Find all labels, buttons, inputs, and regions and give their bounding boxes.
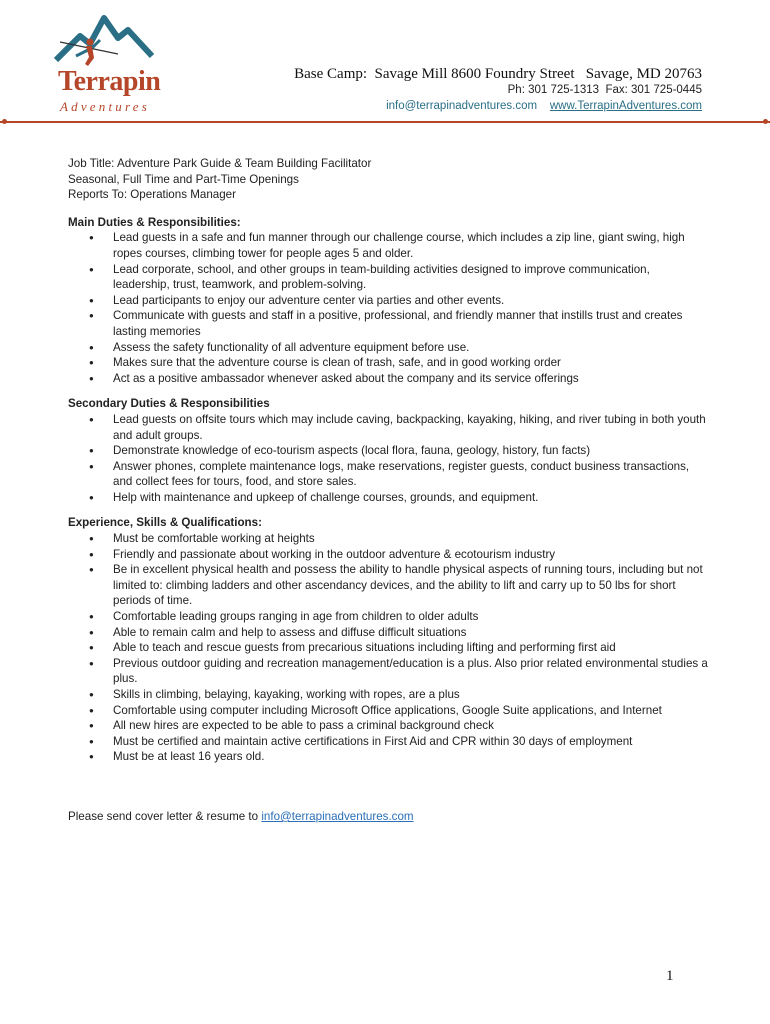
list-item: ● Friendly and passionate about working in the outdoor adventure & ecotourism industry bbox=[113, 547, 708, 563]
header-address: Base Camp: Savage Mill 8600 Foundry Street Savage, MD 20763 bbox=[294, 66, 702, 82]
qualifications-list bbox=[68, 531, 708, 765]
divider-end-left bbox=[2, 119, 7, 124]
spacer bbox=[68, 505, 708, 515]
header-email-link[interactable]: info@terrapinadventures.com bbox=[386, 100, 538, 112]
main-duties-list bbox=[68, 230, 708, 386]
list-item: ● Lead corporate, school, and other groups in team-building activities designed to improve communication, leadership, trust, teamwork, and problem-solving. bbox=[113, 262, 708, 293]
section-title-main-duties: Main Duties & Responsibilities: bbox=[68, 215, 241, 229]
spacer bbox=[68, 386, 708, 396]
list-item: ● Help with maintenance and upkeep of challenge courses, grounds, and equipment. bbox=[113, 490, 708, 506]
list-item: ● Must be comfortable working at heights bbox=[113, 531, 708, 547]
header-website-link[interactable]: www.TerrapinAdventures.com bbox=[549, 100, 702, 112]
secondary-duties-list bbox=[68, 412, 708, 506]
logo-wordmark: Terrapin bbox=[58, 66, 161, 97]
list-item: ● Must be at least 16 years old. bbox=[113, 749, 708, 765]
list-item: ● Makes sure that the adventure course is clean of trash, safe, and in good working order bbox=[113, 355, 708, 371]
job-openings: Seasonal, Full Time and Part-Time Openings bbox=[68, 172, 299, 186]
job-reports-to: Reports To: Operations Manager bbox=[68, 188, 236, 202]
list-item: ● Act as a positive ambassador whenever asked about the company and its service offerings bbox=[113, 371, 708, 387]
list-item: ● All new hires are expected to be able to pass a criminal background check bbox=[113, 718, 708, 734]
section-title-qualifications: Experience, Skills & Qualifications: bbox=[68, 516, 262, 530]
list-item: ● Lead guests on offsite tours which may include caving, backpacking, kayaking, hiking, and river tubing in both youth and adult groups. bbox=[113, 412, 708, 443]
header-web-contacts bbox=[386, 100, 702, 112]
contact-instruction bbox=[68, 809, 708, 825]
logo-subtitle: Adventures bbox=[60, 99, 150, 114]
list-item: ● Able to teach and rescue guests from precarious situations including lifting and performing first aid bbox=[113, 640, 708, 656]
list-item: ● Be in excellent physical health and possess the ability to handle physical aspects of running tours, including but not limited to: climbing ladders and other ascendancy devices, and the ability to lift and carry up to 50 lbs for short periods of time. bbox=[113, 562, 708, 609]
list-item: ● Communicate with guests and staff in a positive, professional, and friendly manner that instills trust and creates lasting memories bbox=[113, 308, 708, 339]
job-description bbox=[68, 156, 708, 825]
header-phone-fax: Ph: 301 725-1313 Fax: 301 725-0445 bbox=[507, 84, 702, 96]
list-item: ● Lead guests in a safe and fun manner through our challenge course, which includes a zip line, giant swing, high ropes courses, climbing tower for people ages 5 and older. bbox=[113, 230, 708, 261]
list-item: ● Demonstrate knowledge of eco-tourism aspects (local flora, fauna, geology, history, fun facts) bbox=[113, 443, 708, 459]
contact-email-link[interactable]: info@terrapinadventures.com bbox=[261, 809, 414, 823]
list-item: ● Comfortable using computer including Microsoft Office applications, Google Suite applications, and Internet bbox=[113, 703, 708, 719]
list-item: ● Lead participants to enjoy our adventure center via parties and other events. bbox=[113, 293, 708, 309]
list-item: ● Assess the safety functionality of all adventure equipment before use. bbox=[113, 340, 708, 356]
list-item: ● Able to remain calm and help to assess and diffuse difficult situations bbox=[113, 625, 708, 641]
list-item: ● Skills in climbing, belaying, kayaking, working with ropes, are a plus bbox=[113, 687, 708, 703]
job-title: Job Title: Adventure Park Guide & Team Building Facilitator bbox=[68, 157, 372, 170]
contact-text: Please send cover letter & resume to bbox=[68, 809, 262, 823]
header-divider bbox=[0, 121, 770, 123]
divider-end-right bbox=[763, 119, 768, 124]
spacer bbox=[68, 203, 708, 215]
list-item: ● Comfortable leading groups ranging in age from children to older adults bbox=[113, 609, 708, 625]
section-title-secondary-duties: Secondary Duties & Responsibilities bbox=[68, 397, 270, 411]
list-item: ● Must be certified and maintain active certifications in First Aid and CPR within 30 days of employment bbox=[113, 734, 708, 750]
list-item: ● Answer phones, complete maintenance logs, make reservations, register guests, conduct business transactions, and collect fees for tours, food, and store sales. bbox=[113, 459, 708, 490]
page-number: 1 bbox=[666, 968, 674, 984]
list-item: ● Previous outdoor guiding and recreation management/education is a plus. Also prior related environmental studies a plus. bbox=[113, 656, 708, 687]
